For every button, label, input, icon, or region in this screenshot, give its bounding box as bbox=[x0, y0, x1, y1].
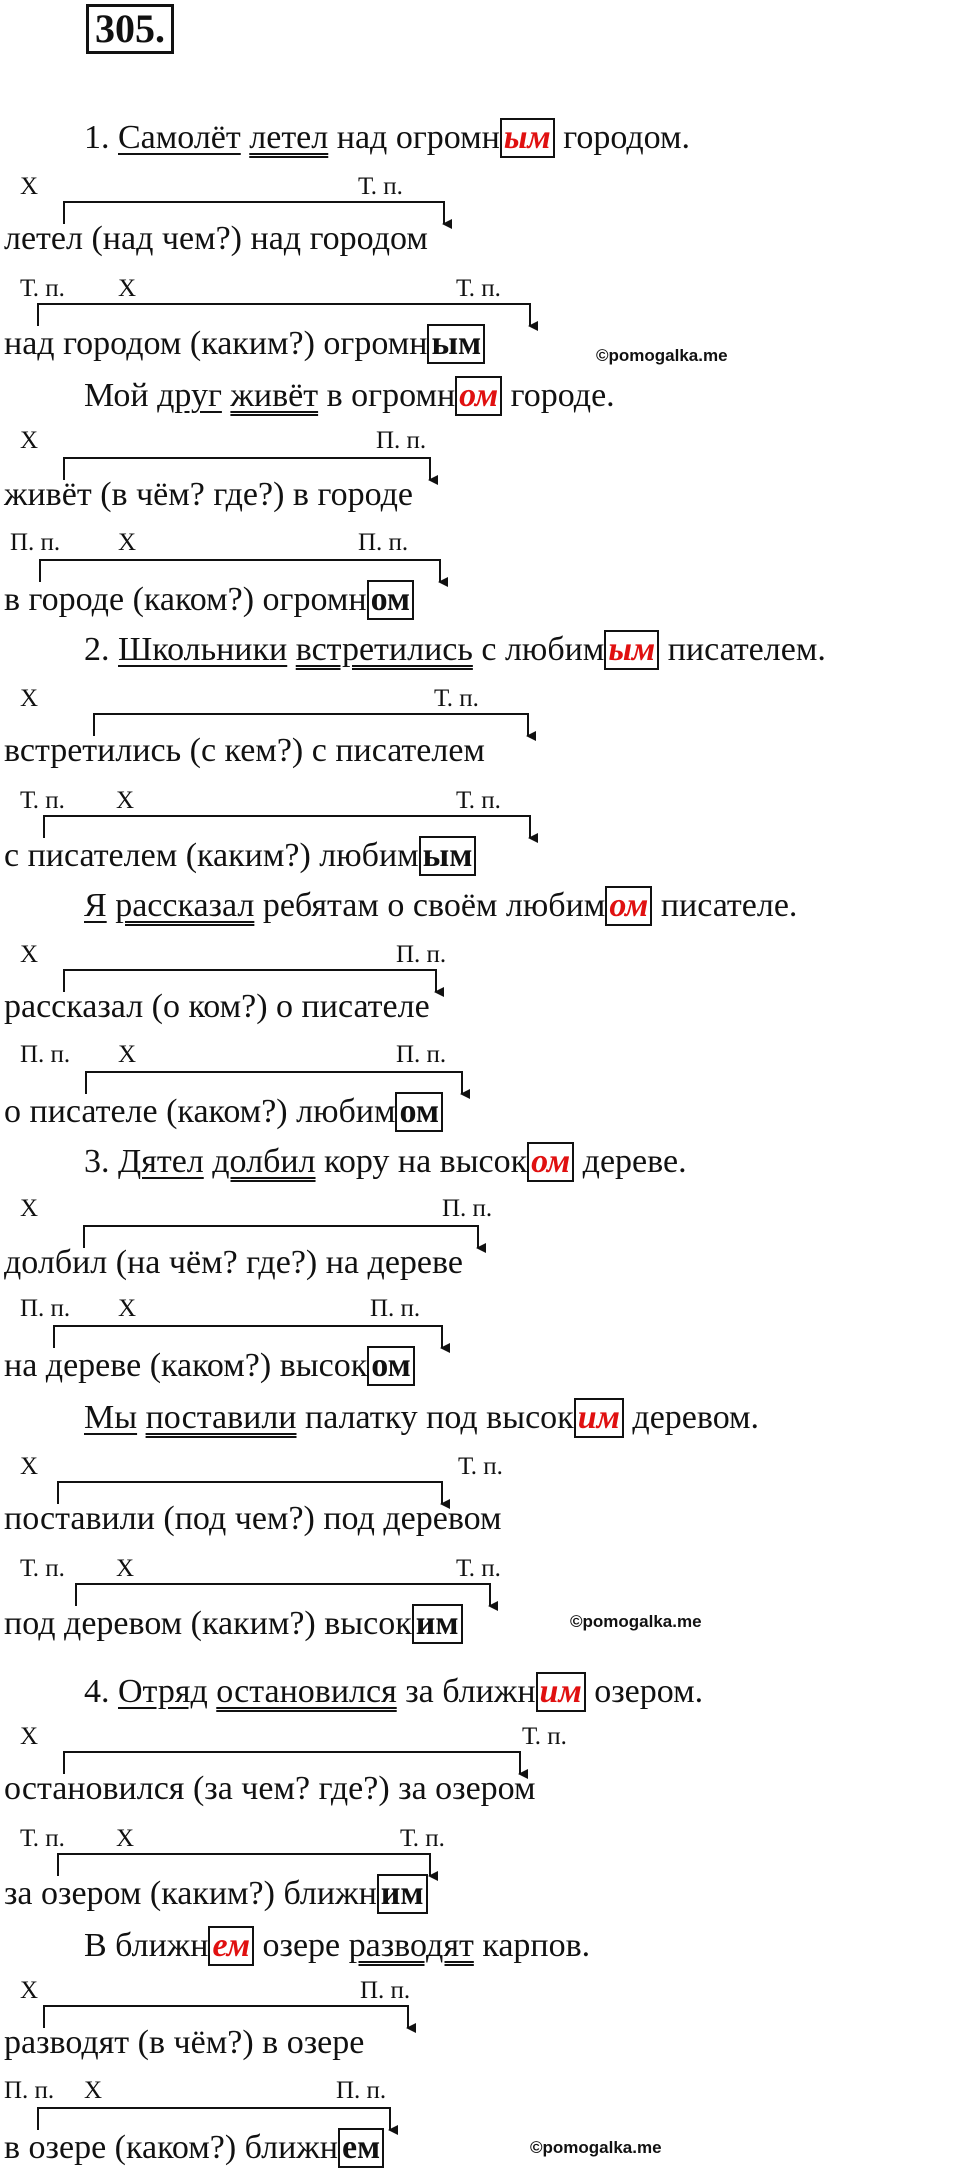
case-mark: Т. п. bbox=[358, 173, 403, 200]
verb-phrase-3: встретились (с кем?) с писателем bbox=[4, 732, 485, 769]
head-mark: Х bbox=[118, 529, 137, 556]
dependency-arrow bbox=[64, 970, 436, 992]
ending-box: им bbox=[536, 1672, 586, 1712]
sentence-3b: Мы поставили палатку под высок им деревом. bbox=[84, 1399, 760, 1436]
ending-box: ым bbox=[500, 118, 555, 158]
ending-box: ем bbox=[338, 2128, 384, 2168]
watermark: ©pomogalka.me bbox=[596, 346, 728, 365]
case-mark: Т. п. bbox=[434, 685, 479, 712]
case-mark: Т. п. bbox=[20, 1825, 65, 1852]
sentence-1: 1. Самолёт летел над огромн ым городом. bbox=[84, 119, 691, 156]
dependency-arrow bbox=[64, 1752, 520, 1774]
ending-box: ым bbox=[604, 630, 659, 670]
head-mark: Х bbox=[116, 1825, 135, 1852]
adj-phrase-8: в озере (каком?) ближн ем bbox=[4, 2128, 384, 2168]
verb-phrase-6: поставили (под чем?) под деревом bbox=[4, 1500, 502, 1537]
head-mark: Х bbox=[20, 1195, 39, 1222]
sentence-4b: В ближн ем озере разводят карпов. bbox=[84, 1927, 591, 1964]
head-mark: Х bbox=[20, 1723, 39, 1750]
case-mark: Т. п. bbox=[456, 1555, 501, 1582]
head-mark: Х bbox=[20, 427, 39, 454]
case-mark: Т. п. bbox=[400, 1825, 445, 1852]
head-mark: Х bbox=[116, 787, 135, 814]
head-mark: Х bbox=[20, 941, 39, 968]
case-mark: Т. п. bbox=[522, 1723, 567, 1750]
sentence-2: 2. Школьники встретились с любим ым писателем. bbox=[84, 631, 826, 668]
case-mark: П. п. bbox=[370, 1295, 421, 1322]
dependency-arrow bbox=[64, 458, 430, 480]
dependency-arrow bbox=[38, 2108, 390, 2130]
adj-phrase-1: над городом (каким?) огромн ым bbox=[4, 324, 485, 364]
case-mark: П. п. bbox=[376, 427, 427, 454]
head-mark: Х bbox=[116, 1555, 135, 1582]
adj-phrase-7: за озером (каким?) ближн им bbox=[4, 1874, 428, 1914]
head-mark: Х bbox=[84, 2077, 103, 2104]
case-mark: Т. п. bbox=[20, 1555, 65, 1582]
dependency-arrow bbox=[76, 1584, 490, 1606]
ending-box: им bbox=[377, 1874, 428, 1914]
case-mark: Т. п. bbox=[458, 1453, 503, 1480]
dependency-arrow bbox=[58, 1482, 442, 1504]
case-mark: П. п. bbox=[396, 941, 447, 968]
verb-phrase-5: долбил (на чём? где?) на дереве bbox=[4, 1244, 463, 1281]
case-mark: П. п. bbox=[358, 529, 409, 556]
verb-phrase-8: разводят (в чём?) в озере bbox=[4, 2024, 365, 2061]
adj-phrase-4: о писателе (каком?) любим ом bbox=[4, 1092, 443, 1132]
case-mark: П. п. bbox=[396, 1041, 447, 1068]
adj-phrase-2: в городе (каком?) огромн ом bbox=[4, 580, 414, 620]
ending-box: ом bbox=[455, 376, 502, 416]
case-mark: Т. п. bbox=[456, 275, 501, 302]
case-mark: П. п. bbox=[20, 1295, 71, 1322]
case-mark: П. п. bbox=[4, 2077, 55, 2104]
ending-box: ом bbox=[605, 886, 652, 926]
dependency-arrow bbox=[44, 2006, 408, 2028]
ending-box: ым bbox=[419, 836, 477, 876]
adj-phrase-6: под деревом (каким?) высок им bbox=[4, 1604, 463, 1644]
head-mark: Х bbox=[20, 173, 39, 200]
sentence-2b: Я рассказал ребятам о своём любим ом писателе. bbox=[84, 887, 798, 924]
adj-phrase-3: с писателем (каким?) любим ым bbox=[4, 836, 476, 876]
sentence-3: 3. Дятел долбил кору на высок ом дереве. bbox=[84, 1143, 687, 1180]
sentence-1b: Мой друг живёт в огромн ом городе. bbox=[84, 377, 615, 414]
watermark: ©pomogalka.me bbox=[530, 2138, 662, 2157]
ending-box: ом bbox=[367, 580, 415, 620]
case-mark: П. п. bbox=[10, 529, 61, 556]
head-mark: Х bbox=[118, 1295, 137, 1322]
verb-phrase-7: остановился (за чем? где?) за озером bbox=[4, 1770, 536, 1807]
head-mark: Х bbox=[118, 275, 137, 302]
verb-phrase-4: рассказал (о ком?) о писателе bbox=[4, 988, 430, 1025]
dependency-arrow bbox=[64, 202, 444, 224]
watermark: ©pomogalka.me bbox=[570, 1612, 702, 1631]
ending-box: ым bbox=[427, 324, 485, 364]
case-mark: П. п. bbox=[442, 1195, 493, 1222]
ending-box: ом bbox=[395, 1092, 443, 1132]
verb-phrase-1: летел (над чем?) над городом bbox=[4, 220, 428, 257]
ending-box: ом bbox=[367, 1346, 415, 1386]
ending-box: им bbox=[412, 1604, 463, 1644]
dependency-arrow bbox=[40, 560, 440, 582]
case-mark: Т. п. bbox=[20, 275, 65, 302]
verb-phrase-2: живёт (в чём? где?) в городе bbox=[4, 476, 413, 513]
dependency-arrow bbox=[38, 304, 530, 326]
dependency-arrow bbox=[54, 1326, 442, 1348]
case-mark: Т. п. bbox=[456, 787, 501, 814]
ending-box: ом bbox=[527, 1142, 574, 1182]
case-mark: П. п. bbox=[20, 1041, 71, 1068]
exercise-number: 305. bbox=[86, 4, 174, 54]
case-mark: П. п. bbox=[360, 1977, 411, 2004]
head-mark: Х bbox=[118, 1041, 137, 1068]
head-mark: Х bbox=[20, 1977, 39, 2004]
ending-box: ем bbox=[208, 1926, 254, 1966]
adj-phrase-5: на дереве (каком?) высок ом bbox=[4, 1346, 415, 1386]
dependency-arrow bbox=[58, 1854, 430, 1876]
dependency-arrow bbox=[86, 1072, 462, 1094]
dependency-arrow bbox=[94, 714, 528, 736]
head-mark: Х bbox=[20, 685, 39, 712]
dependency-arrow bbox=[44, 816, 530, 838]
ending-box: им bbox=[574, 1398, 624, 1438]
case-mark: Т. п. bbox=[20, 787, 65, 814]
case-mark: П. п. bbox=[336, 2077, 387, 2104]
head-mark: Х bbox=[20, 1453, 39, 1480]
sentence-4: 4. Отряд остановился за ближн им озером. bbox=[84, 1673, 704, 1710]
dependency-arrow bbox=[84, 1226, 478, 1248]
